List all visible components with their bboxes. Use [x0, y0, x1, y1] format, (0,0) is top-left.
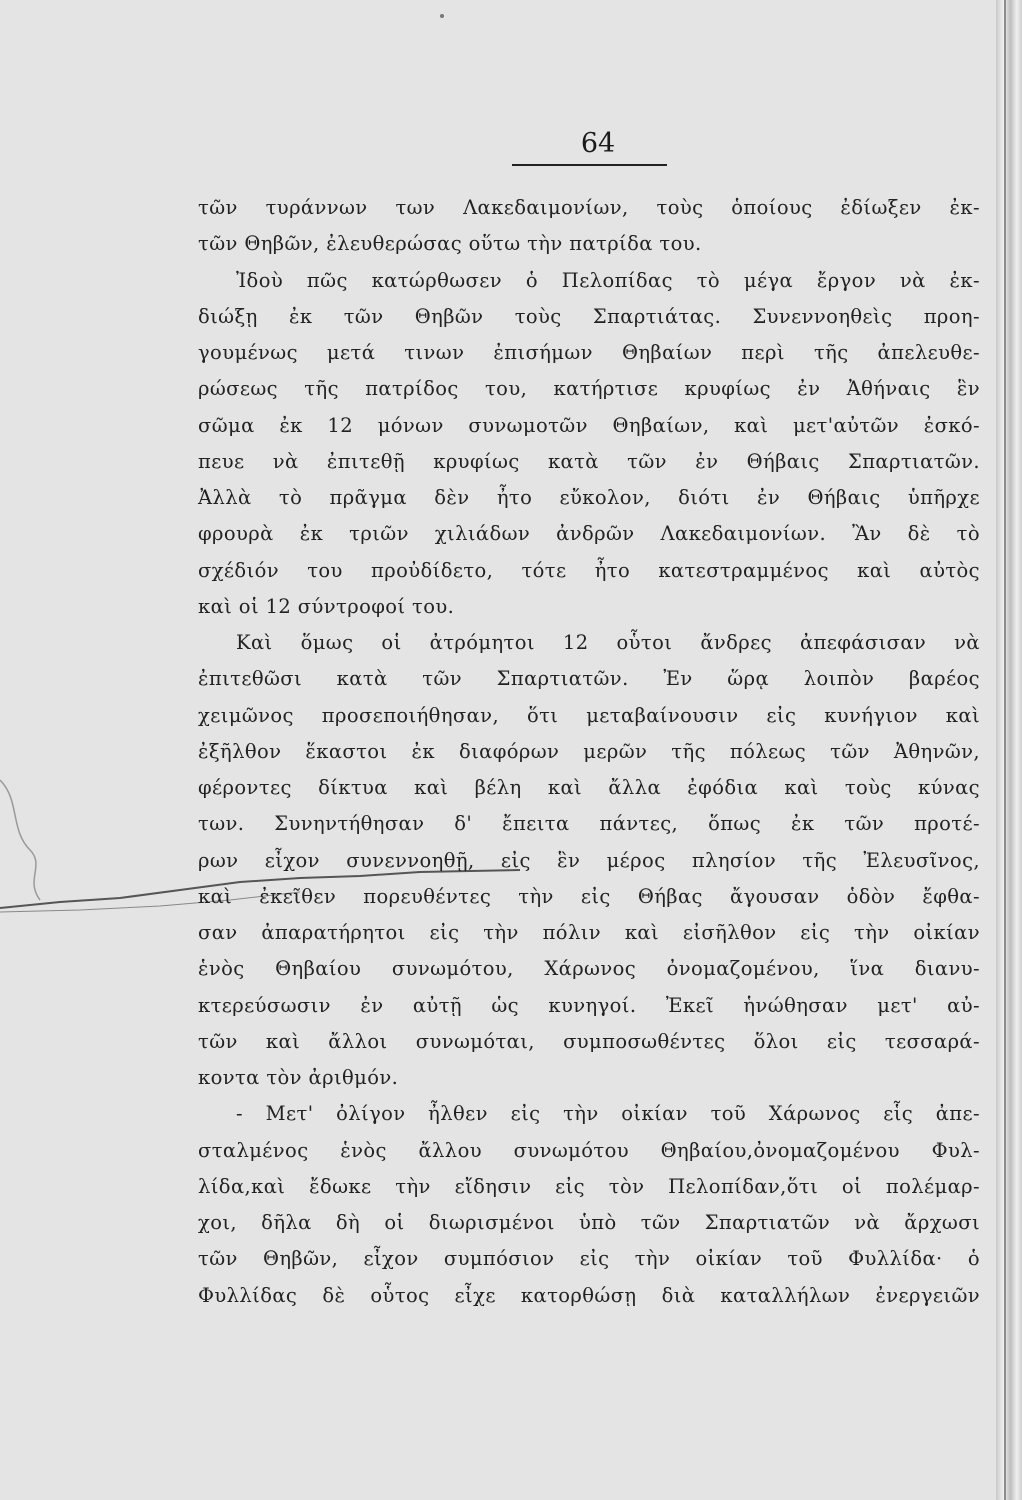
text-line: χοι, δῆλα δὴ οἱ διωρισμένοι ὑπὸ τῶν Σπαρτιατῶν νὰ ἄρχωσι [198, 1211, 980, 1234]
header-rule [512, 164, 667, 166]
text-line: σχέδιόν του προὐδίδετο, τότε ἦτο κατεστραμμένος καὶ αὐτὸς [198, 558, 980, 582]
text-line: καὶ οἱ 12 σύντροφοί του. [198, 594, 455, 618]
text-line: Φυλλίδας δὲ οὗτος εἶχε κατορθώσῃ διὰ καταλλήλων ἐνεργειῶν [198, 1283, 980, 1307]
body-text [198, 190, 980, 1314]
page-edge-line [1004, 0, 1006, 1500]
text-line: κτερεύσωσιν ἐν αὐτῇ ὡς κυνηγοί. Ἐκεῖ ἡνώθησαν μετ' αὐ- [198, 993, 980, 1017]
text-line: ἐξῆλθον ἕκαστοι ἐκ διαφόρων μερῶν τῆς πόλεως τῶν Ἀθηνῶν, [198, 739, 980, 763]
text-line: φρουρὰ ἐκ τριῶν χιλιάδων ἀνδρῶν Λακεδαιμονίων. Ἂν δὲ τὸ [198, 522, 980, 546]
text-line: Ἰδοὺ πῶς κατώρθωσεν ὁ Πελοπίδας τὸ μέγα ἔργον νὰ ἐκ- [236, 268, 980, 292]
text-line: ρων εἶχον συνεννοηθῇ, εἰς ἓν μέρος πλησίον τῆς Ἐλευσῖνος, [198, 848, 980, 872]
text-line: Καὶ ὅμως οἱ ἀτρόμητοι 12 οὗτοι ἄνδρες ἀπεφάσισαν νὰ [236, 631, 980, 654]
text-line: τῶν Θηβῶν, εἶχον συμπόσιον εἰς τὴν οἰκίαν τοῦ Φυλλίδα· ὁ [198, 1247, 980, 1271]
text-line: ἐπιτεθῶσι κατὰ τῶν Σπαρτιατῶν. Ἐν ὥρᾳ λοιπὸν βαρέος [198, 667, 980, 691]
text-line: κοντα τὸν ἀριθμόν. [198, 1066, 399, 1089]
text-line: σαν ἀπαρατήρητοι εἰς τὴν πόλιν καὶ εἰσῆλθον εἰς τὴν οἰκίαν [198, 921, 980, 944]
text-line: πευε νὰ ἐπιτεθῇ κρυφίως κατὰ τῶν ἐν Θήβαις Σπαρτιατῶν. [198, 449, 980, 473]
text-line: φέροντες δίκτυα καὶ βέλη καὶ ἄλλα ἐφόδια καὶ τοὺς κύνας [198, 776, 980, 799]
paper-speck [440, 14, 444, 18]
text-line: γουμένως μετά τινων ἐπισήμων Θηβαίων περὶ τῆς ἀπελευθε- [198, 341, 980, 364]
text-line: λίδα,καὶ ἔδωκε τὴν εἴδησιν εἰς τὸν Πελοπίδαν,ὅτι οἱ πολέμαρ- [198, 1174, 980, 1198]
text-line: καὶ ἐκεῖθεν πορευθέντες τὴν εἰς Θήβας ἄγουσαν ὁδὸν ἔφθα- [198, 884, 980, 908]
text-line: σταλμένος ἑνὸς ἄλλου συνωμότου Θηβαίου,ὀνομαζομένου Φυλ- [198, 1138, 980, 1162]
text-line: ἑνὸς Θηβαίου συνωμότου, Χάρωνος ὀνομαζομένου, ἵνα διανυ- [198, 957, 980, 981]
text-line: ρώσεως τῆς πατρίδος του, κατήρτισε κρυφίως ἐν Ἀθήναις ἓν [198, 377, 980, 401]
text-line: τῶν τυράννων των Λακεδαιμονίων, τοὺς ὁποίους ἐδίωξεν ἐκ- [198, 196, 980, 219]
text-line: των. Συνηντήθησαν δ' ἔπειτα πάντες, ὅπως ἐκ τῶν προτέ- [198, 812, 980, 836]
text-line: Ἀλλὰ τὸ πρᾶγμα δὲν ἦτο εὔκολον, διότι ἐν Θήβαις ὑπῆρχε [198, 486, 980, 509]
text-line: τῶν Θηβῶν, ἐλευθερώσας οὕτω τὴν πατρίδα του. [198, 232, 702, 256]
text-line: τῶν καὶ ἄλλοι συνωμόται, συμποσωθέντες ὅλοι εἰς τεσσαρά- [198, 1029, 980, 1053]
text-line: σῶμα ἐκ 12 μόνων συνωμοτῶν Θηβαίων, καὶ μετ'αὐτῶν ἐσκό- [198, 413, 980, 437]
text-line: χειμῶνος προσεποιήθησαν, ὅτι μεταβαίνουσιν εἰς κυνήγιον καὶ [198, 703, 980, 727]
book-gutter-edge [996, 0, 1022, 1500]
page-number: 64 [580, 128, 616, 159]
text-line: - Μετ' ὀλίγον ἦλθεν εἰς τὴν οἰκίαν τοῦ Χάρωνος εἷς ἀπε- [236, 1102, 980, 1126]
text-line: διώξῃ ἐκ τῶν Θηβῶν τοὺς Σπαρτιάτας. Συνεννοηθεὶς προη- [198, 304, 980, 328]
